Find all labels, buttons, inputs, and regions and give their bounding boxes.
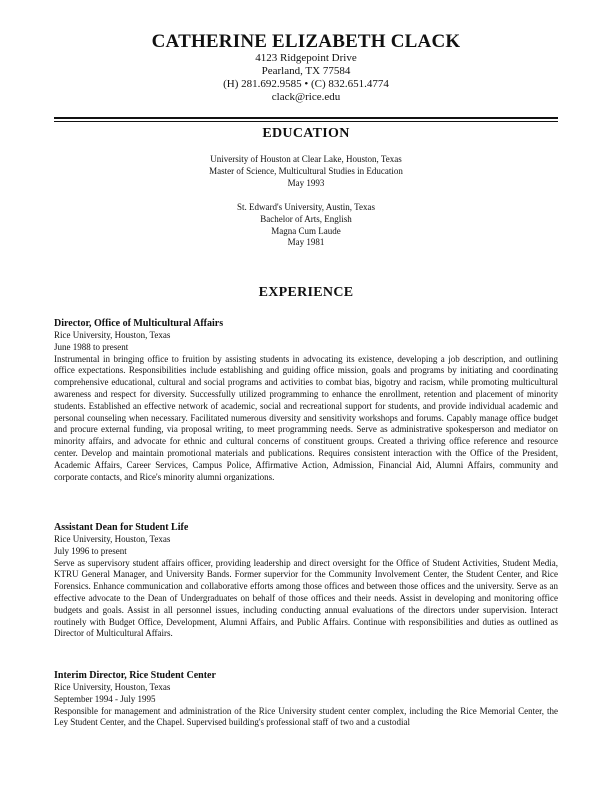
- education-date: May 1993: [287, 177, 325, 188]
- street-address: 4123 Ridgepoint Drive: [255, 52, 357, 64]
- city-state-zip: Pearland, TX 77584: [261, 65, 351, 77]
- job-entry-2: [54, 522, 558, 640]
- resume-header: [0, 32, 612, 104]
- candidate-name: CATHERINE ELIZABETH CLACK: [151, 31, 461, 52]
- job-description: Responsible for management and administration of the Rice University student center complex, including the Rice Memorial Center, the Ley Student Center, and the Chapel. Supervised building's professional staff of two and a custodial: [54, 705, 558, 728]
- job-title: Director, Office of Multicultural Affairs: [54, 318, 224, 329]
- job-entry-1: [54, 318, 558, 483]
- experience-heading: EXPERIENCE: [258, 285, 354, 300]
- email-address: clack@rice.edu: [271, 91, 341, 103]
- job-dates: September 1994 - July 1995: [54, 693, 156, 704]
- education-entry-1: [0, 154, 612, 189]
- education-honor: Magna Cum Laude: [271, 225, 341, 236]
- education-school: St. Edward's University, Austin, Texas: [237, 202, 375, 212]
- education-school: University of Houston at Clear Lake, Houston, Texas: [210, 154, 402, 164]
- education-degree: Master of Science, Multicultural Studies in Education: [209, 165, 403, 176]
- education-degree: Bachelor of Arts, English: [260, 213, 352, 224]
- phone-numbers: (H) 281.692.9585 • (C) 832.651.4774: [223, 78, 389, 90]
- job-description: Instrumental in bringing office to fruition by assisting students in advocating its existence, developing a job description, and outlining office expectations. Responsibilities include establishing and guiding office mission, goals and programs by initiating and coordinating comprehensive educational, cultural and social programs and activities to combat bias, bigotry and racism, while promoting multicultural awareness and respect for diversity. Successfully utilized programming to enhance the enrollment, retention and placement of minority students. Established an effective network of academic, social and recreational support for students, and provide individual academic and personal counseling when necessary. Facilitated numerous diversity and sensitivity workshops and forums. Capably manage office budget and procure external funding, via proposal writing, to meet programming needs. Serve as administrative spokesperson and mediator on minority affairs, and advocate for ethnic and cultural concerns of constituent groups. Created a thriving office reference and resource center. Develop and maintain promotional materials and publications. Requires consistent interaction with the Office of the President, Academic Affairs, Career Services, Campus Police, Affirmative Action, Admission, Financial Aid, Alumni Affairs, community and corporate contacts, and Rice's minority alumni organizations.: [54, 353, 558, 482]
- job-dates: July 1996 to present: [54, 545, 127, 556]
- job-title: Assistant Dean for Student Life: [54, 522, 189, 533]
- education-entry-2: [0, 202, 612, 249]
- job-organization: Rice University, Houston, Texas: [54, 682, 171, 692]
- header-divider-thin: [54, 121, 558, 122]
- job-title: Interim Director, Rice Student Center: [54, 670, 216, 681]
- education-date: May 1981: [287, 237, 325, 248]
- job-organization: Rice University, Houston, Texas: [54, 534, 171, 544]
- job-organization: Rice University, Houston, Texas: [54, 330, 171, 340]
- job-dates: June 1988 to present: [54, 341, 129, 352]
- header-divider-thick: [54, 117, 558, 119]
- job-entry-3: [54, 670, 558, 729]
- job-description: Serve as supervisory student affairs officer, providing leadership and direct oversight for the Office of Student Activities, Student Media, KTRU General Manager, and University Bands. Former supervior for the Community Involvement Center, the Student Center, and Rice Forensics. Enhance communication and collaborative efforts among those offices and between those offices and the university. Serve as an effective advocate to the Dean of Undergraduates on behalf of those offices and their needs. Assist in developing and monitoring office budgets and goals. Assist in all personnel issues, including conducting annual evaluations of the directors under supervision. Interact routinely with Budget Office, Development, Alumni Affairs, and Public Affairs. Continue with responsibilities and duties as outlined as Director of Multicultural Affairs.: [54, 557, 558, 639]
- education-heading: EDUCATION: [262, 126, 350, 141]
